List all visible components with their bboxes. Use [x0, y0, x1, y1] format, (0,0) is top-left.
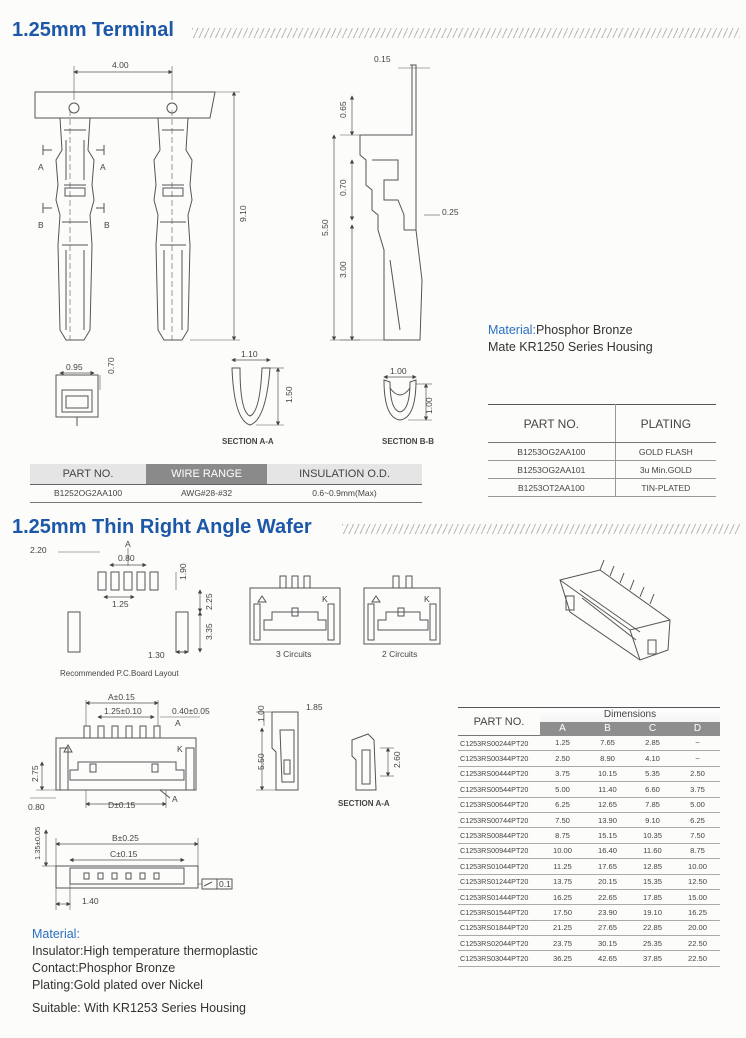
section-a-a-label: SECTION A-A [222, 437, 274, 446]
wafer-section-a-a-label: SECTION A-A [338, 799, 390, 808]
sbb-height-dim: 1.00 [424, 397, 434, 414]
table-row [458, 812, 720, 827]
section-b-b-label: SECTION B-B [382, 437, 434, 446]
table-cell: 20.00 [675, 920, 720, 935]
front-d-dim: D±0.15 [108, 800, 136, 810]
pcb-190-dim: 1.90 [178, 563, 188, 580]
pcb-080-dim: 0.80 [118, 553, 135, 563]
table-cell: 2.50 [540, 751, 585, 766]
side-070-dim: 0.70 [338, 179, 348, 196]
table-row [458, 920, 720, 935]
wafer-suitable-text: Suitable: With KR1253 Series Housing [32, 1001, 247, 1015]
terminal-material-block [488, 322, 653, 356]
table-cell: 7.50 [675, 828, 720, 843]
pcb-125-dim: 1.25 [112, 599, 129, 609]
table-row [458, 905, 720, 920]
side-300-dim: 3.00 [338, 261, 348, 278]
pcb-335-dim: 3.35 [204, 623, 214, 640]
table-cell: 2.85 [630, 736, 675, 751]
table-cell: B1253OG2AA101 [488, 461, 615, 479]
wafer-front-view [30, 700, 200, 808]
section-a-right-mark: A [100, 162, 106, 172]
front-a-mark-bottom: A [172, 794, 178, 804]
table-row [458, 751, 720, 766]
table-cell: 23.90 [585, 905, 630, 920]
section-b-left-mark: B [38, 220, 44, 230]
table-cell: 10.00 [675, 859, 720, 874]
table-cell: 1.25 [540, 736, 585, 751]
table-cell: 5.00 [675, 797, 720, 812]
terminal-end-view [56, 373, 100, 426]
table-cell: C1253RS00944PT20 [458, 843, 540, 858]
table-cell: 22.85 [630, 920, 675, 935]
terminal-material-label: Material: [488, 323, 536, 337]
table-row [30, 484, 422, 502]
table-cell: 3.75 [675, 782, 720, 797]
section-a-left-mark: A [38, 162, 44, 172]
terminal-material-value: Phosphor Bronze [535, 323, 633, 337]
table-cell: C1253RS01844PT20 [458, 920, 540, 935]
dimensions-col-c: C [630, 722, 675, 736]
table-row [458, 889, 720, 904]
two-circuits-label: 2 Circuits [382, 649, 418, 659]
table-cell: C1253RS01544PT20 [458, 905, 540, 920]
table-cell: 4.10 [630, 751, 675, 766]
wafer-3d-view [560, 560, 670, 660]
table-cell: 6.25 [540, 797, 585, 812]
table-cell: B1253OG2AA100 [488, 443, 615, 461]
table-row [458, 782, 720, 797]
table-cell: 7.50 [540, 812, 585, 827]
saa-width-dim: 1.10 [241, 349, 258, 359]
table-cell: 22.65 [585, 889, 630, 904]
table-cell: 12.85 [630, 859, 675, 874]
small-095-dim: 0.95 [66, 362, 83, 372]
plating-table [488, 404, 716, 497]
bottom-c-dim: C±0.15 [110, 849, 138, 859]
table-row [458, 766, 720, 781]
table-cell: C1253RS00244PT20 [458, 736, 540, 751]
table-cell: 3u Min.GOLD [615, 461, 716, 479]
table-cell: 11.60 [630, 843, 675, 858]
front-275-dim: 2.75 [30, 765, 40, 782]
front-a-dim: A±0.15 [108, 692, 135, 702]
wafer-material-block [32, 926, 258, 1017]
table-cell: 12.50 [675, 874, 720, 889]
table-cell: 13.90 [585, 812, 630, 827]
section-a-a-drawing [232, 360, 284, 425]
table-cell: C1253RS00744PT20 [458, 812, 540, 827]
table-cell: 36.25 [540, 951, 585, 966]
plating-header-part: PART NO. [488, 405, 615, 443]
bottom-135-dim: 1.35±0.05 [33, 826, 42, 860]
table-cell: ~ [675, 751, 720, 766]
table-cell: 19.10 [630, 905, 675, 920]
saa-height-dim: 1.50 [284, 386, 294, 403]
table-row [458, 843, 720, 858]
table-cell: 15.35 [630, 874, 675, 889]
table-cell: C1253RS03044PT20 [458, 951, 540, 966]
table-cell: 8.90 [585, 751, 630, 766]
wafer-side-550-dim: 5.50 [256, 753, 266, 770]
wafer-contact-text: Contact:Phosphor Bronze [32, 961, 176, 975]
table-cell: 42.65 [585, 951, 630, 966]
table-cell: 10.00 [540, 843, 585, 858]
table-cell: 10.35 [630, 828, 675, 843]
table-row [458, 951, 720, 966]
table-cell: 15.00 [675, 889, 720, 904]
wafer-material-label: Material: [32, 927, 80, 941]
table-cell: 17.50 [540, 905, 585, 920]
side-025-dim: 0.25 [442, 207, 459, 217]
table-row [458, 736, 720, 751]
table-cell: 5.00 [540, 782, 585, 797]
front-a-mark-top: A [175, 718, 181, 728]
small-070-dim: 0.70 [106, 357, 116, 374]
wafer-section-title: 1.25mm Thin Right Angle Wafer [12, 516, 312, 538]
table-cell: 13.75 [540, 874, 585, 889]
table-row [488, 479, 716, 497]
table-cell: 9.10 [630, 812, 675, 827]
terminal-table-header-wire: WIRE RANGE [146, 464, 267, 484]
table-cell: 27.65 [585, 920, 630, 935]
table-cell: C1253RS00544PT20 [458, 782, 540, 797]
table-cell: 0.6~0.9mm(Max) [267, 484, 422, 502]
pcb-130-dim: 1.30 [148, 650, 165, 660]
dimensions-header-group: Dimensions [540, 708, 720, 722]
table-cell: 20.15 [585, 874, 630, 889]
dimensions-col-d: D [675, 722, 720, 736]
dimensions-header-part: PART NO. [458, 708, 540, 736]
plating-header-plating: PLATING [615, 405, 716, 443]
two-circuits-k-mark: K [424, 594, 430, 604]
table-cell: 8.75 [675, 843, 720, 858]
terminal-part-table [30, 464, 422, 503]
table-cell: 11.25 [540, 859, 585, 874]
table-cell: 2.50 [675, 766, 720, 781]
table-cell: 3.75 [540, 766, 585, 781]
bottom-140-dim: 1.40 [82, 896, 99, 906]
table-cell: C1253RS00444PT20 [458, 766, 540, 781]
table-cell: 7.85 [630, 797, 675, 812]
wafer-section-a-a-drawing [352, 734, 394, 790]
table-row [488, 461, 716, 479]
table-cell: C1253RS01244PT20 [458, 874, 540, 889]
terminal-front-view [35, 66, 240, 340]
sbb-width-dim: 1.00 [390, 366, 407, 376]
table-cell: C1253RS00644PT20 [458, 797, 540, 812]
table-cell: 10.15 [585, 766, 630, 781]
terminal-table-header-part: PART NO. [30, 464, 146, 484]
table-cell: 25.35 [630, 936, 675, 951]
table-cell: TIN-PLATED [615, 479, 716, 497]
table-cell: 22.50 [675, 936, 720, 951]
section-260-dim: 2.60 [392, 751, 402, 768]
terminal-height-dim: 9.10 [238, 205, 248, 222]
three-circuits-k-mark: K [322, 594, 328, 604]
pcb-220-dim: 2.20 [30, 545, 47, 555]
table-cell: 16.40 [585, 843, 630, 858]
dimensions-table [458, 707, 720, 967]
two-circuits-drawing [364, 576, 440, 644]
three-circuits-drawing [250, 576, 340, 644]
side-100-dim: 1.00 [256, 705, 266, 722]
table-cell: C1253RS00844PT20 [458, 828, 540, 843]
table-cell: 15.15 [585, 828, 630, 843]
table-row [458, 828, 720, 843]
table-cell: 6.60 [630, 782, 675, 797]
table-row [458, 874, 720, 889]
table-cell: 12.65 [585, 797, 630, 812]
table-row [488, 443, 716, 461]
front-040-dim: 0.40±0.05 [172, 706, 210, 716]
terminal-section-title: 1.25mm Terminal [12, 19, 174, 41]
front-125-dim: 1.25±0.10 [104, 706, 142, 716]
table-cell: AWG#28-#32 [146, 484, 267, 502]
bottom-b-dim: B±0.25 [112, 833, 139, 843]
side-185-dim: 1.85 [306, 702, 323, 712]
table-cell: 30.15 [585, 936, 630, 951]
front-080-dim: 0.80 [28, 802, 45, 812]
terminal-table-header-insulation: INSULATION O.D. [267, 464, 422, 484]
table-cell: 17.65 [585, 859, 630, 874]
table-cell: 8.75 [540, 828, 585, 843]
pcb-layout-label: Recommended P.C.Board Layout [60, 669, 179, 678]
table-cell: C1253RS01044PT20 [458, 859, 540, 874]
table-cell: 7.65 [585, 736, 630, 751]
pcb-225-dim: 2.25 [204, 593, 214, 610]
table-cell: B1252OG2AA100 [30, 484, 146, 502]
table-cell: 37.85 [630, 951, 675, 966]
table-cell: 23.75 [540, 936, 585, 951]
table-cell: C1253RS02044PT20 [458, 936, 540, 951]
wafer-plating-text: Plating:Gold plated over Nickel [32, 978, 203, 992]
table-cell: 17.85 [630, 889, 675, 904]
pcb-a-dim: A [125, 539, 131, 549]
table-cell: 11.40 [585, 782, 630, 797]
dimensions-col-b: B [585, 722, 630, 736]
table-cell: 21.25 [540, 920, 585, 935]
dimensions-table-body [458, 736, 720, 967]
table-cell: B1253OT2AA100 [488, 479, 615, 497]
table-row [458, 936, 720, 951]
table-cell: 22.50 [675, 951, 720, 966]
table-cell: C1253RS01444PT20 [458, 889, 540, 904]
table-row [458, 859, 720, 874]
table-cell: 5.35 [630, 766, 675, 781]
wafer-insulator-text: Insulator:High temperature thermoplastic [32, 944, 258, 958]
table-row [458, 797, 720, 812]
table-cell: 6.25 [675, 812, 720, 827]
side-065-dim: 0.65 [338, 101, 348, 118]
wafer-side-view [256, 712, 298, 790]
table-cell: 16.25 [675, 905, 720, 920]
table-cell: GOLD FLASH [615, 443, 716, 461]
flatness-01-dim: 0.1 [219, 879, 231, 889]
table-cell: ~ [675, 736, 720, 751]
terminal-width-dim: 4.00 [112, 60, 129, 70]
dimensions-col-a: A [540, 722, 585, 736]
table-cell: 16.25 [540, 889, 585, 904]
side-550-dim: 5.50 [320, 219, 330, 236]
front-k-mark: K [177, 744, 183, 754]
table-cell: C1253RS00344PT20 [458, 751, 540, 766]
side-top-dim: 0.15 [374, 54, 391, 64]
section-b-right-mark: B [104, 220, 110, 230]
three-circuits-label: 3 Circuits [276, 649, 312, 659]
terminal-mate-text: Mate KR1250 Series Housing [488, 340, 653, 354]
